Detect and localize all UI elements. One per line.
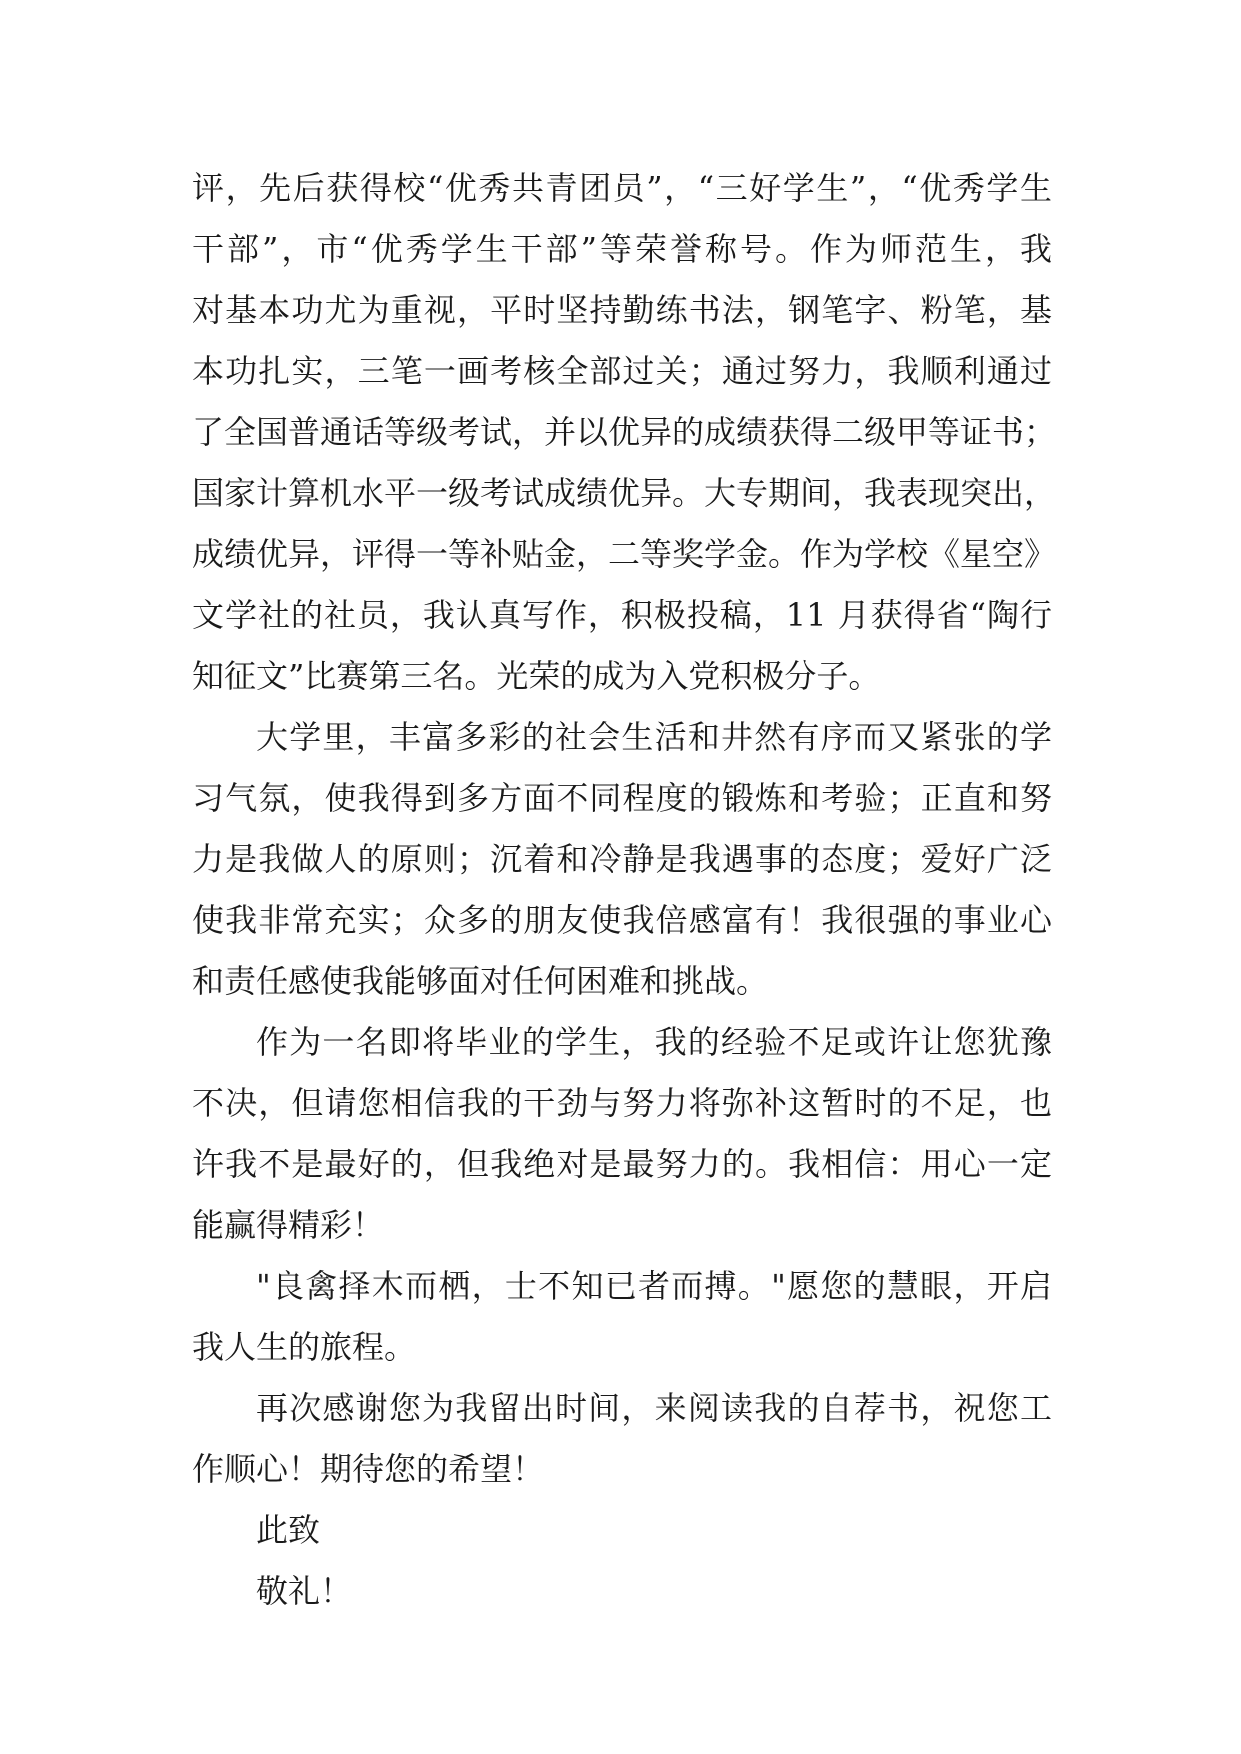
paragraph-quote — [192, 1256, 1052, 1378]
text-line: 作为一名即将毕业的学生，我的经验不足或许让您犹豫 — [256, 1023, 1052, 1061]
text-line: 再次感谢您为我留出时间，来阅读我的自荐书，祝您工 — [256, 1389, 1052, 1427]
text-line: "良禽择木而栖，士不知已者而搏。"愿您的慧眼，开启 — [256, 1267, 1052, 1305]
text-line: 力是我做人的原则；沉着和冷静是我遇事的态度；爱好广泛 — [192, 840, 1052, 878]
text-line: 使我非常充实；众多的朋友使我倍感富有！我很强的事业心 — [192, 901, 1052, 939]
text-line: 干部”，市“优秀学生干部”等荣誉称号。作为师范生，我 — [192, 230, 1052, 268]
text-line: 许我不是最好的，但我绝对是最努力的。我相信：用心一定 — [192, 1145, 1052, 1183]
text-line: 作顺心！期待您的希望！ — [192, 1450, 545, 1488]
text-line: 我人生的旅程。 — [192, 1328, 417, 1366]
text-line: 成绩优异，评得一等补贴金，二等奖学金。作为学校《星空》 — [192, 535, 1057, 573]
text-line: 大学里，丰富多彩的社会生活和井然有序而又紧张的学 — [256, 718, 1052, 756]
closing-regards — [192, 1561, 1052, 1622]
paragraph-graduate — [192, 1012, 1052, 1256]
text-line: 本功扎实，三笔一画考核全部过关；通过努力，我顺利通过 — [192, 352, 1052, 390]
letter-body — [192, 158, 1057, 1622]
text-line: 不决，但请您相信我的干劲与努力将弥补这暂时的不足，也 — [192, 1084, 1052, 1122]
paragraph-university — [192, 707, 1052, 1012]
text-line: 敬礼！ — [256, 1572, 353, 1610]
text-line: 了全国普通话等级考试，并以优异的成绩获得二级甲等证书； — [192, 413, 1057, 451]
text-line: 和责任感使我能够面对任何困难和挑战。 — [192, 962, 769, 1000]
text-line: 对基本功尤为重视，平时坚持勤练书法，钢笔字、粉笔，基 — [192, 291, 1052, 329]
text-line: 习气氛，使我得到多方面不同程度的锻炼和考验；正直和努 — [192, 779, 1052, 817]
text-line: 文学社的社员，我认真写作，积极投稿，11 月获得省“陶行 — [192, 596, 1052, 634]
text-line: 知征文”比赛第三名。光荣的成为入党积极分子。 — [192, 657, 881, 695]
text-line: 能赢得精彩！ — [192, 1206, 385, 1244]
text-line: 国家计算机水平一级考试成绩优异。大专期间，我表现突出， — [192, 474, 1057, 512]
text-line: 评，先后获得校“优秀共青团员”，“三好学生”，“优秀学生 — [192, 169, 1052, 207]
text-line: 此致 — [256, 1511, 321, 1549]
paragraph-thanks — [192, 1378, 1052, 1500]
paragraph-honors — [192, 158, 1057, 707]
closing-salutation — [192, 1500, 1052, 1561]
